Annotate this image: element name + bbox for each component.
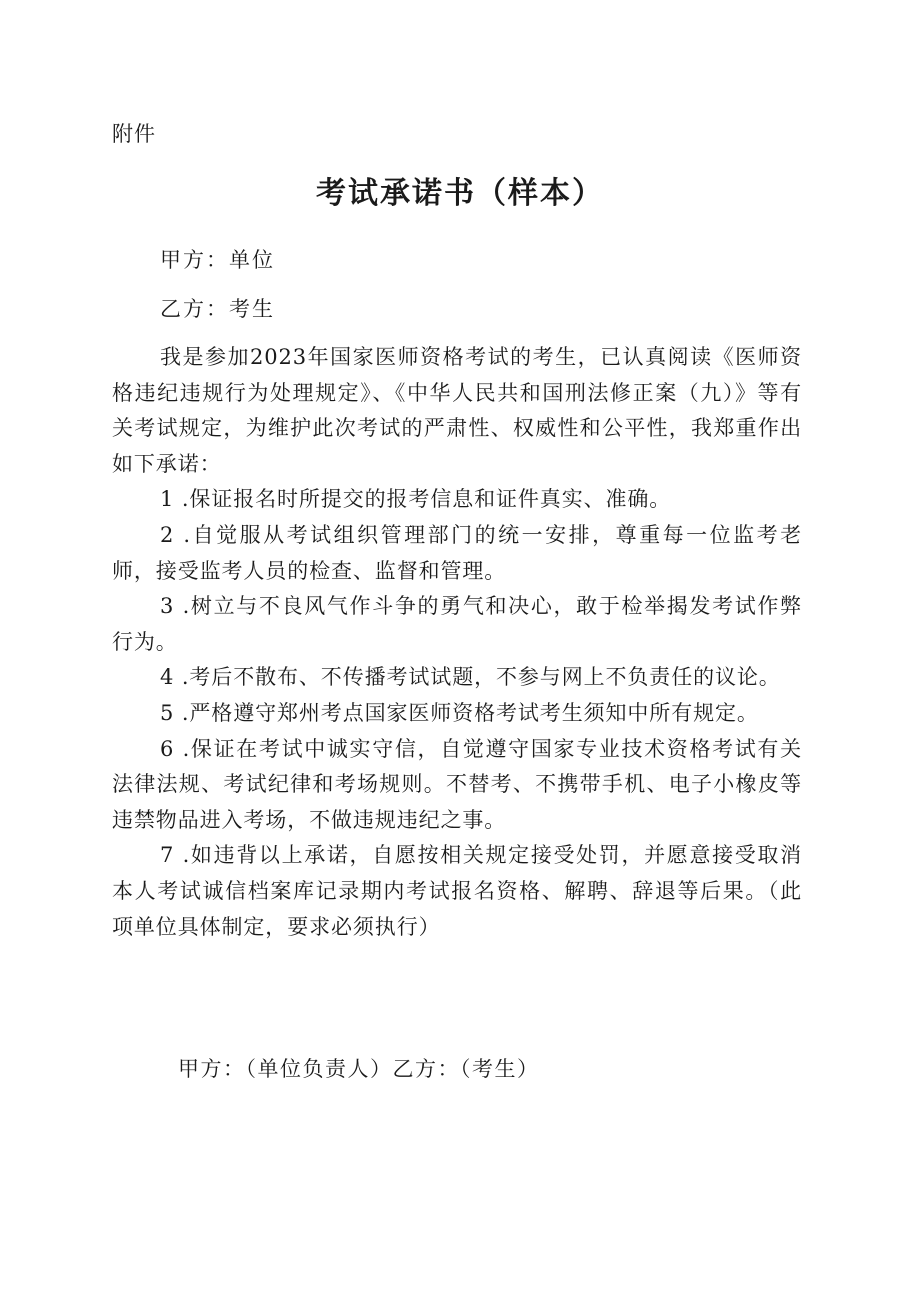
commitment-item-2: 2 .自觉服从考试组织管理部门的统一安排，尊重每一位监考老师，接受监考人员的检查、监督和管理。: [112, 522, 802, 583]
commitment-body: [112, 340, 802, 945]
commitment-item-5: 5 .严格遵守郑州考点国家医师资格考试考生须知中所有规定。: [160, 700, 759, 725]
intro-paragraph: 我是参加2023年国家医师资格考试的考生，已认真阅读《医师资格违纪违规行为处理规定》、《中华人民共和国刑法修正案（九）》等有关考试规定，为维护此次考试的严肃性、权威性和公平性，我郑重作出如下承诺：: [112, 345, 802, 476]
commitment-item-6: 6 .保证在考试中诚实守信，自觉遵守国家专业技术资格考试有关法律法规、考试纪律和考场规则。不替考、不携带手机、电子小橡皮等违禁物品进入考场，不做违规违纪之事。: [112, 736, 802, 832]
attachment-label: 附件: [112, 122, 156, 146]
commitment-item-1: 1 .保证报名时所提交的报考信息和证件真实、准确。: [160, 487, 672, 512]
party-a-line: 甲方：单位: [160, 248, 275, 272]
commitment-item-4: 4 .考后不散布、不传播考试试题，不参与网上不负责任的议论。: [160, 665, 781, 690]
commitment-item-7: 7 .如违背以上承诺，自愿按相关规定接受处罚，并愿意接受取消本人考试诚信档案库记录期内考试报名资格、解聘、辞退等后果。（此项单位具体制定，要求必须执行）: [112, 843, 802, 939]
party-b-line: 乙方：考生: [160, 297, 275, 321]
page-title: 考试承诺书（样本）: [316, 176, 604, 211]
commitment-item-3: 3 .树立与不良风气作斗争的勇气和决心，敢于检举揭发考试作弊行为。: [112, 594, 802, 654]
signature-line: 甲方：（单位负责人）乙方：（考生）: [178, 1057, 540, 1081]
